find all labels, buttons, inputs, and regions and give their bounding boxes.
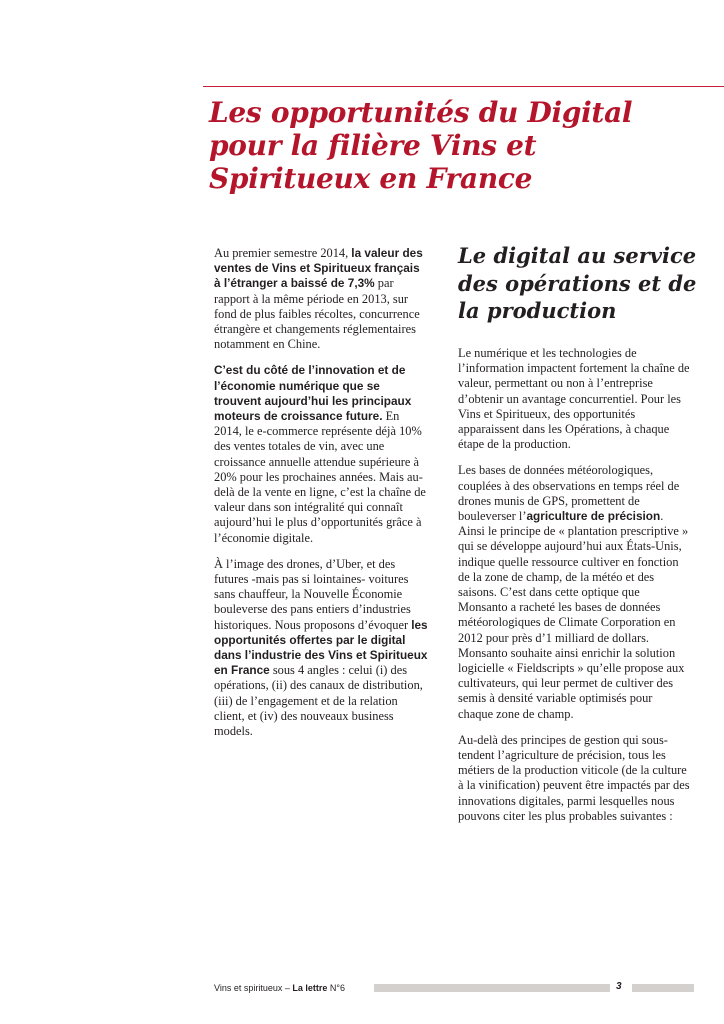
footer-issue: N°6 [327, 983, 346, 993]
section-paragraph-3: Au-delà des principes de gestion qui sous-tendent l’agriculture de précision, tous les métiers de la production viticole (de la culture à la vinification) peuvent être impactés par des innovations digitales, parmi lesquelles nous pouvons citer les plus probables suivantes : [458, 732, 690, 823]
footer-letter: La lettre [292, 983, 328, 993]
footer-publication-name: Vins et spiritueux – [214, 983, 293, 993]
text-run: . Ainsi le principe de « plantation prescriptive » qui se développe aujourd’hui aux États-Unis, indique quelle ressource cultiver en fonction de la zone de champ, de la météo et des saisons. C’est dans cette optique que Monsanto a racheté les bases de données météorologiques de Climate Corporation en 2012 pour près d’1 milliard de dollars. Monsanto souhaite ainsi enrichir la solution logicielle « Fieldscripts » qu’elle propose aux cultivateurs, qui leur permet de cultiver des semis à densité variable optimisés pour chaque zone de champ. [458, 509, 689, 721]
text-run: À l’image des drones, d’Uber, et des futures -mais pas si lointaines- voitures sans chauffeur, la Nouvelle Économie bouleverse des pans entiers d’industries historiques. Nous proposons d’évoquer [214, 556, 412, 632]
intro-paragraph-3 [214, 557, 429, 739]
bold-text-run: agriculture de précision [526, 509, 661, 524]
page-title: Les opportunités du Digital pour la filière Vins et Spiritueux en France [209, 96, 633, 195]
text-run: par rapport à la même période en 2013, sur fond de plus faibles récoltes, concurrence étrangère et changements réglementaires notamment en Chine. [214, 276, 420, 352]
section-paragraph-1: Le numérique et les technologies de l’information impactent fortement la chaîne de valeur, permettant ou non à l’entreprise d’obtenir un avantage concurrentiel. Pour les Vins et Spiritueux, des opportunités apparaissent dans les Opérations, à chaque étape de la production. [458, 346, 690, 452]
intro-column [214, 246, 429, 750]
intro-paragraph-1 [214, 246, 429, 352]
text-run: En 2014, le e-commerce représente déjà 10% des ventes totales de vin, avec une croissance annuelle attendue supérieure à 20% pour les prochaines années. Mais au-delà de la vente en ligne, c’est la chaîne de valeur dans son intégralité qui connaît aujourd’hui le plus d’opportunités grâce à l’économie digitale. [214, 409, 426, 545]
header-rule [203, 86, 724, 87]
footer-publication [214, 981, 345, 995]
text-run: sous 4 angles : celui (i) des opérations, (ii) des canaux de distribution, (iii) de l’engagement et de la relation client, et (iv) des nouveaux business models. [214, 663, 423, 739]
bold-text-run: C’est du côté de l’innovation et de l’économie numérique que se trouvent aujourd’hui les principaux moteurs de croissance future. [214, 363, 412, 424]
bold-text-run: la valeur des ventes de Vins et Spiritueux français à l’étranger a baissé de 7,3% [214, 246, 423, 291]
section-paragraph-2 [458, 463, 690, 721]
section-heading: Le digital au service des opérations et de la production [458, 243, 697, 323]
footer-bar-end [632, 984, 694, 992]
text-run: Les bases de données météorologiques, couplées à des observations en temps réel de drones munis de GPS, promettent de bouleverser l’ [458, 463, 680, 524]
text-run: Au premier semestre 2014, [214, 246, 352, 260]
bold-text-run: les opportunités offertes par le digital dans l’industrie des Vins et Spiritueux en France [214, 617, 428, 678]
page-number: 3 [616, 981, 622, 992]
page-footer [214, 981, 694, 995]
footer-bar [374, 984, 610, 992]
intro-paragraph-2 [214, 363, 429, 545]
section-column [458, 346, 690, 835]
